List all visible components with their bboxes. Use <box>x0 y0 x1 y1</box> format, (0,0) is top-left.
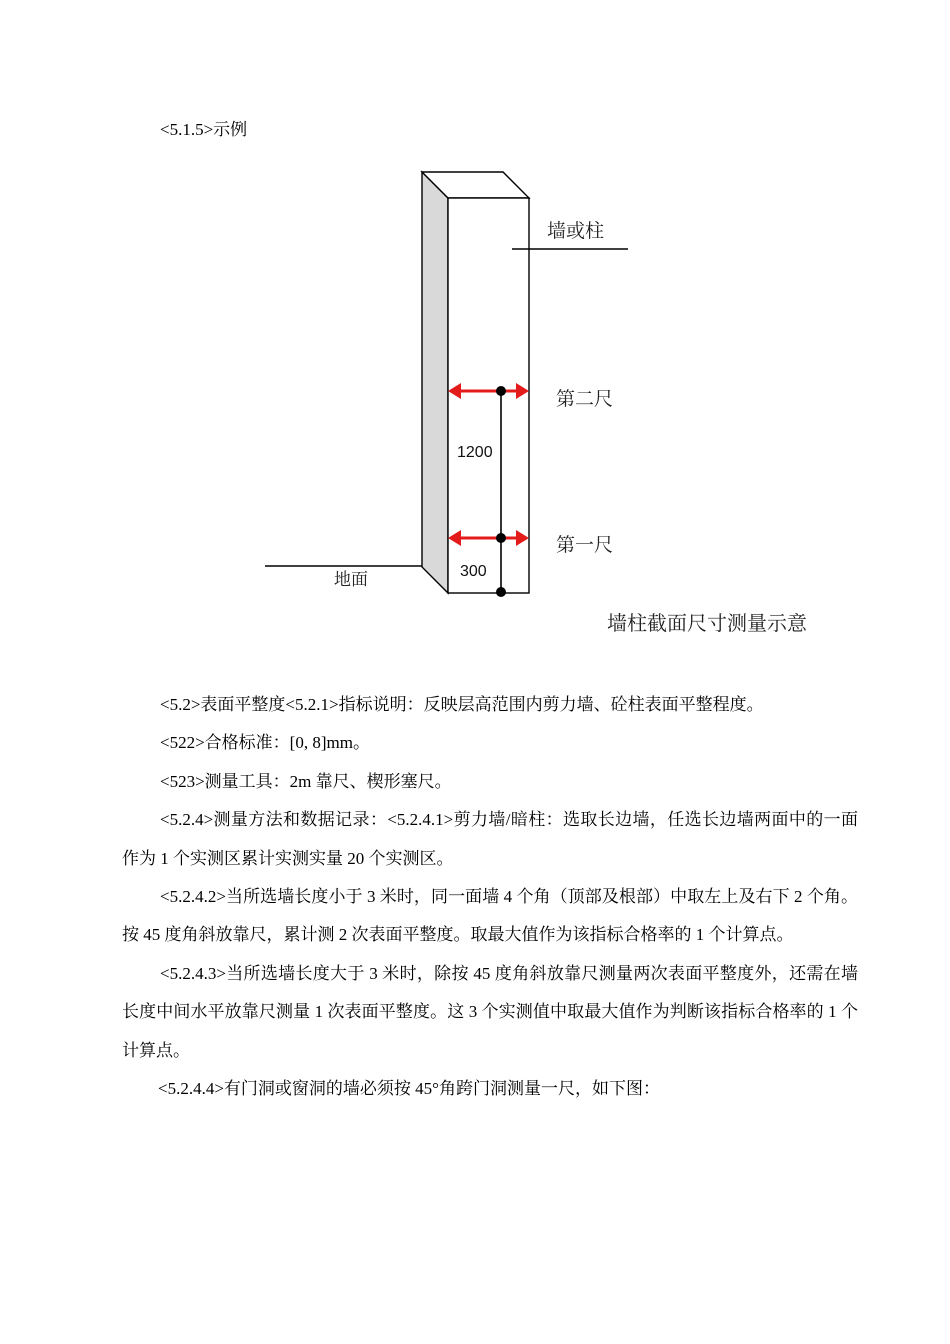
point-first <box>496 533 506 543</box>
label-ground: 地面 <box>334 570 368 590</box>
label-wall-or-column: 墙或柱 <box>547 220 605 242</box>
body-text <box>122 686 858 1108</box>
point-base <box>496 587 506 597</box>
figure-caption: 墙柱截面尺寸测量示意 <box>607 611 807 635</box>
dimension-1200: 1200 <box>457 444 493 461</box>
paragraph: <5.2.4.3>当所选墙长度大于 3 米时，除按 45 度角斜放靠尺测量两次表面平整度外，还需在墙长度中间水平放靠尺测量 1 次表面平整度。这 3 个实测值中取最大值作为判断该指标合格率的 1 个计算点。 <box>122 963 858 1060</box>
paragraph: <5.2>表面平整度<5.2.1>指标说明：反映层高范围内剪力墙、砼柱表面平整程度。 <box>160 695 764 714</box>
label-second-ruler: 第二尺 <box>556 388 614 410</box>
paragraph: <5.2.4>测量方法和数据记录：<5.2.4.1>剪力墙/暗柱：选取长边墙，任选长边墙两面中的一面作为 1 个实测区累计实测实量 20 个实测区。 <box>122 810 858 868</box>
wall-side-face <box>422 172 448 593</box>
label-first-ruler: 第一尺 <box>556 534 614 556</box>
paragraph: <5.2.4.2>当所选墙长度小于 3 米时，同一面墙 4 个角（顶部及根部）中取左上及右下 2 个角。按 45 度角斜放靠尺，累计测 2 次表面平整度。取最大值作为该指标合格率的 1 个计算点。 <box>122 887 858 945</box>
dimension-300: 300 <box>460 563 487 580</box>
section-heading: <5.1.5>示例 <box>160 120 248 139</box>
wall-measurement-figure <box>250 160 870 650</box>
point-second <box>496 386 506 396</box>
paragraph: <523>测量工具：2m 靠尺、楔形塞尺。 <box>160 771 452 791</box>
paragraph: <522>合格标准：[0, 8]mm。 <box>160 733 370 753</box>
paragraph: <5.2.4.4>有门洞或窗洞的墙必须按 45°角跨门洞测量一尺，如下图： <box>158 1079 660 1099</box>
